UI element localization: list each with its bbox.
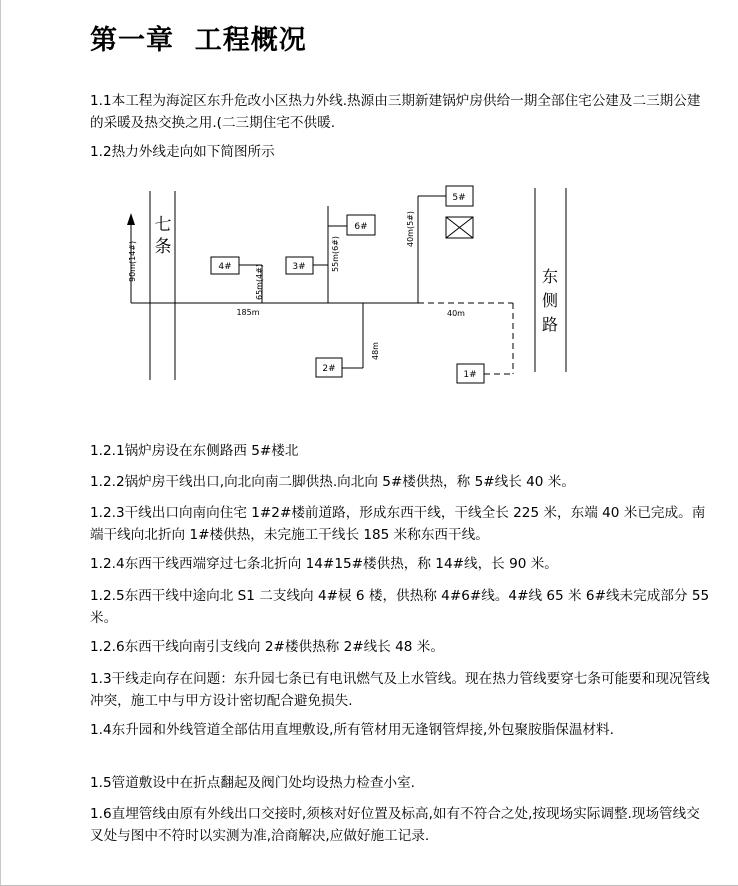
chapter-heading: 第一章 工程概况 xyxy=(90,25,307,56)
para-1-2-4: 1.2.4东西干线西端穿过七条北折向 14#15#楼供热，称 14#线，长 90 米。 xyxy=(90,556,558,572)
para-1-2-2: 1.2.2锅炉房干线出口,向北向南二脚供热.向北向 5#楼供热，称 5#线长 40 米。 xyxy=(90,474,575,490)
label-line14: 90m(14#) xyxy=(128,240,137,282)
building-3-label: 3# xyxy=(292,262,306,272)
label-line6: 55m(6#) xyxy=(331,235,340,272)
building-5-label: 5# xyxy=(452,193,466,203)
label-line2: 48m xyxy=(371,342,380,360)
para-1-2-5: 1.2.5东西干线中途向北 S1 二支线向 4#棂 6 楼，供热称 4#6#线。4#线 65 米 6#线未完成部分 55 米。 xyxy=(90,588,710,626)
label-east: 40m xyxy=(447,309,465,318)
building-6-label: 6# xyxy=(354,222,368,232)
road-west-char-2: 条 xyxy=(154,237,172,257)
para-1-4: 1.4东升园和外线管道全部估用直埋敷设,所有管材用无逢钢管焊接,外包聚胺脂保温材料. xyxy=(90,722,614,738)
road-west-char-1: 七 xyxy=(154,215,172,235)
building-2-label: 2# xyxy=(322,364,336,374)
road-east-char-3: 路 xyxy=(541,315,559,334)
para-1-1: 1.1本工程为海淀区东升危改小区热力外线.热源由三期新建锅炉房供给一期全部住宅公建及二三期公建的采暖及热交换之用.(二三期住宅不供暖. xyxy=(90,93,701,131)
para-1-6: 1.6直埋管线由原有外线出口交接时,须核对好位置及标高,如有不符合之处,按现场实际调整.现场管线交叉处与图中不符时以实测为准,洽商解决,应做好施工记录. xyxy=(90,806,700,844)
label-east-west: 185m xyxy=(236,308,260,317)
building-4-label: 4# xyxy=(218,262,232,272)
north-arrow-icon xyxy=(127,213,135,225)
para-1-5: 1.5管道敷设中在折点翻起及阀门处均设热力检查小室. xyxy=(90,775,416,791)
para-1-2-3: 1.2.3干线出口向南向住宅 1#2#楼前道路，形成东西干线，干线全长 225 米，东端 40 米已完成。南端干线向北折向 1#楼供热，未完施工干线长 185 米称东西干线。 xyxy=(90,505,706,543)
building-1-label: 1# xyxy=(463,370,477,380)
label-line4: 65m(4#) xyxy=(255,263,264,300)
road-east-char-2: 侧 xyxy=(541,291,559,310)
road-east-char-1: 东 xyxy=(541,267,559,286)
para-1-2-6: 1.2.6东西干线向南引支线向 2#楼供热称 2#线长 48 米。 xyxy=(90,639,444,655)
para-1-3: 1.3干线走向存在问题：东升园七条已有电讯燃气及上水管线。现在热力管线要穿七条可能要和现况管线冲突，施工中与甲方设计密切配合避免损失. xyxy=(90,671,710,709)
para-1-2: 1.2热力外线走向如下简图所示 xyxy=(90,144,275,160)
label-line5: 40m(5#) xyxy=(406,210,415,247)
para-1-2-1: 1.2.1锅炉房设在东侧路西 5#楼北 xyxy=(90,443,299,459)
